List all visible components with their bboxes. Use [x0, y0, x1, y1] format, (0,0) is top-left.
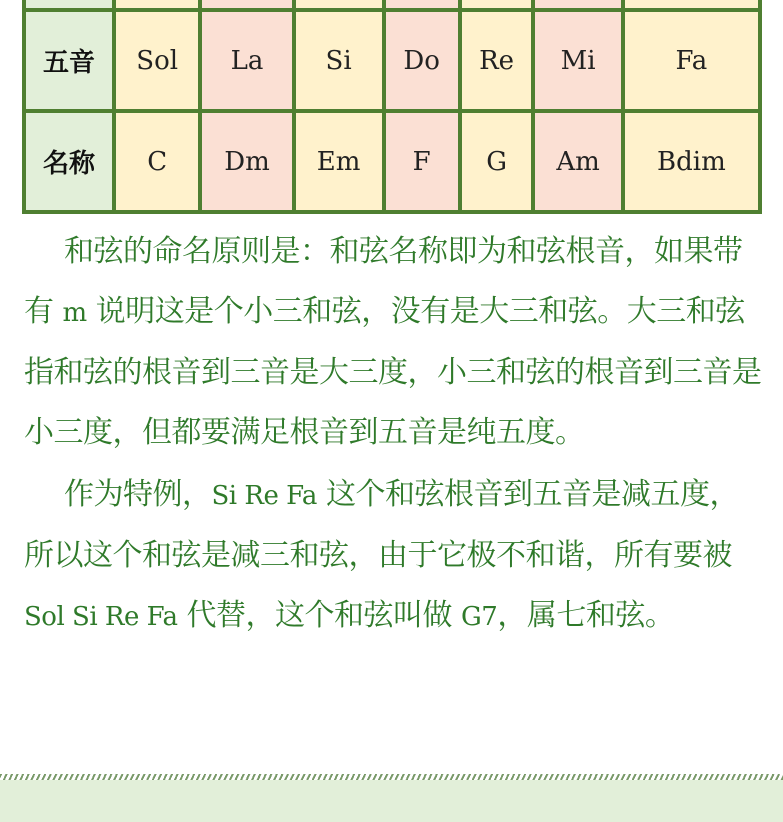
latin-term: m: [62, 298, 87, 328]
table-row: [24, 111, 760, 212]
table-cell: Bdim: [623, 111, 760, 212]
paragraph: [24, 222, 762, 463]
table-cell: C: [114, 111, 200, 212]
latin-term: G7: [461, 602, 498, 632]
table-cell: G: [460, 111, 533, 212]
table-cell: [200, 0, 293, 10]
latin-term: Sol Si Re Fa: [24, 602, 178, 632]
paragraph: [24, 465, 762, 647]
text-run: 和弦的命名原则是：和弦名称即为和弦根音，如果带有: [24, 234, 743, 329]
table-cell: [623, 0, 760, 10]
text-run: 作为特例，: [64, 477, 212, 512]
text-run: ，属七和弦。: [497, 598, 675, 633]
latin-term: Si Re Fa: [211, 481, 317, 511]
table-cell: Do: [384, 10, 460, 111]
table-cell: Am: [533, 111, 622, 212]
table-cell: Sol: [114, 10, 200, 111]
table-cell: [294, 0, 384, 10]
chord-table: [22, 0, 762, 214]
text-run: 代替，这个和弦叫做: [177, 598, 462, 633]
table-row-top: [24, 0, 760, 10]
table-cell: Si: [294, 10, 384, 111]
row-header: 名称: [24, 111, 114, 212]
table-cell: [384, 0, 460, 10]
table-cell: [114, 0, 200, 10]
table-cell: Re: [460, 10, 533, 111]
text-run: 说明这是个小三和弦，没有是大三和弦。大三和弦指和弦的根音到三音是大三度，小三和弦的根音到三音是小三度，但都要满足根音到五音是纯五度。: [24, 294, 762, 450]
table-cell: Dm: [200, 111, 293, 212]
footer-band: [0, 780, 783, 822]
row-header: 五音: [24, 10, 114, 111]
table-cell: [533, 0, 622, 10]
chord-table-body: [24, 0, 760, 212]
text-run: 这个和弦根音到五音是减五度，所以这个和弦是减三和弦，由于它极不和谐，所有要被: [24, 477, 739, 573]
table-cell: Fa: [623, 10, 760, 111]
table-cell: [460, 0, 533, 10]
row-header: [24, 0, 114, 10]
table-cell: La: [200, 10, 293, 111]
table-cell: Em: [294, 111, 384, 212]
table-row: [24, 10, 760, 111]
table-cell: Mi: [533, 10, 622, 111]
article-text: [24, 222, 762, 649]
table-cell: F: [384, 111, 460, 212]
